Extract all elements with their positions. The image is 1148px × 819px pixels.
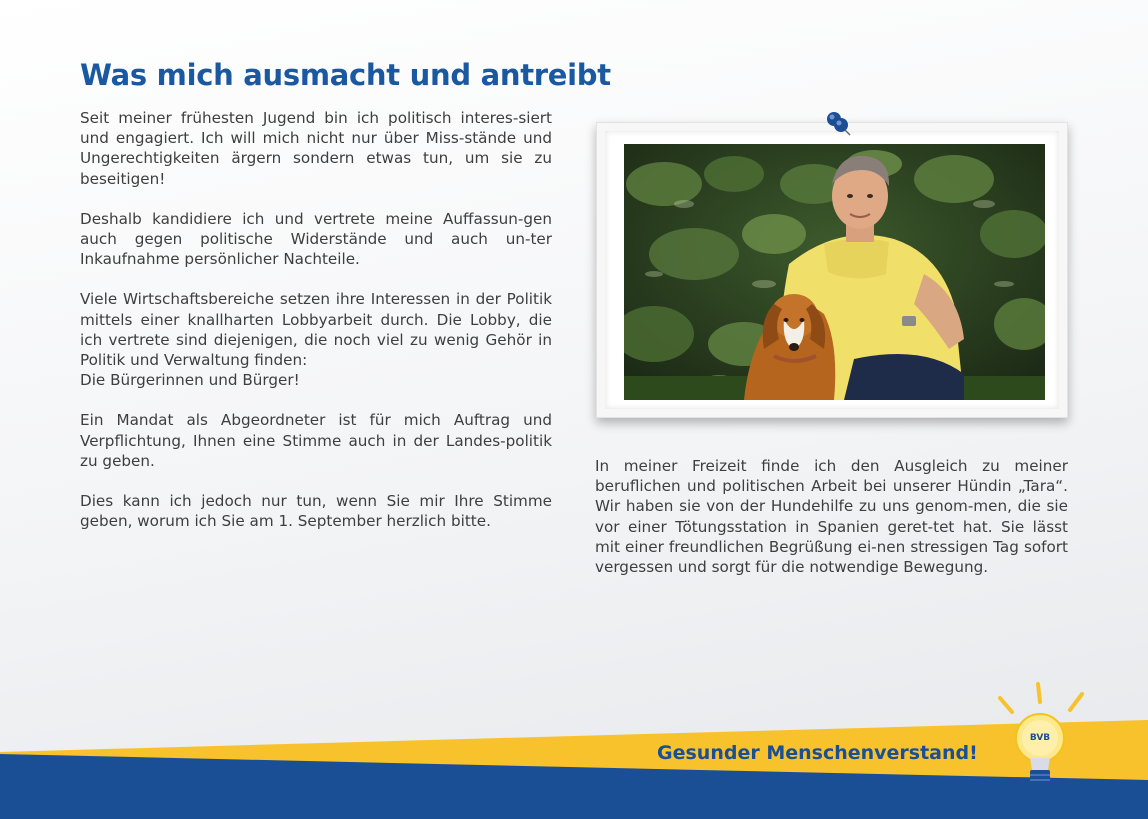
paragraph-intro: Seit meiner frühesten Jugend bin ich politisch interes-siert und engagiert. Ich will mich nicht nur über Miss-stände und Ungerechtigkeiten ärgern sondern etwas tun, um sie zu beseitigen!	[80, 109, 552, 188]
bulb-logo-text: BVB	[1029, 733, 1051, 743]
footer-slogan: Gesunder Menschenverstand!	[657, 742, 978, 764]
paragraph-mandate: Ein Mandat als Abgeordneter ist für mich Auftrag und Verpflichtung, Ihnen eine Stimme auch in der Landes-politik zu geben.	[80, 411, 552, 470]
left-text-column	[80, 108, 552, 551]
page-title: Was mich ausmacht und antreibt	[80, 58, 611, 92]
lightbulb-icon	[990, 680, 1100, 805]
photo-frame	[596, 122, 1068, 418]
paragraph-freetime: In meiner Freizeit finde ich den Ausgleich zu meiner beruflichen und politischen Arbeit bei unserer Hündin „Tara“. Wir haben sie von der Hundehilfe zu uns genom-men, die sie vor einer Tötungsstation in Spanien geret-tet hat. Sie lässt mit einer freundlichen Begrüßung ei-nen stressigen Tag sofort vergessen und sorgt für die notwendige Bewegung.	[595, 457, 1068, 577]
paragraph-candidacy: Deshalb kandidiere ich und vertrete meine Auffassun-gen auch gegen politische Widerstände und auch un-ter Inkaufnahme persönlicher Nachteile.	[80, 209, 552, 269]
right-text-column	[595, 456, 1068, 577]
paragraph-lobby	[80, 289, 552, 390]
paragraph-lobby-text: Viele Wirtschaftsbereiche setzen ihre Interessen in der Politik mittels einer knallharten Lobbyarbeit durch. Die Lobby, die ich vertrete sind diejenigen, die noch viel zu wenig Gehör in Politik und Verwaltung finden:	[80, 290, 552, 370]
paragraph-vote: Dies kann ich jedoch nur tun, wenn Sie mir Ihre Stimme geben, worum ich Sie am 1. September herzlich bitte.	[80, 492, 552, 531]
paragraph-lobby-citizens: Die Bürgerinnen und Bürger!	[80, 371, 300, 390]
candidate-photo	[624, 144, 1045, 400]
pushpin-icon	[825, 110, 853, 136]
